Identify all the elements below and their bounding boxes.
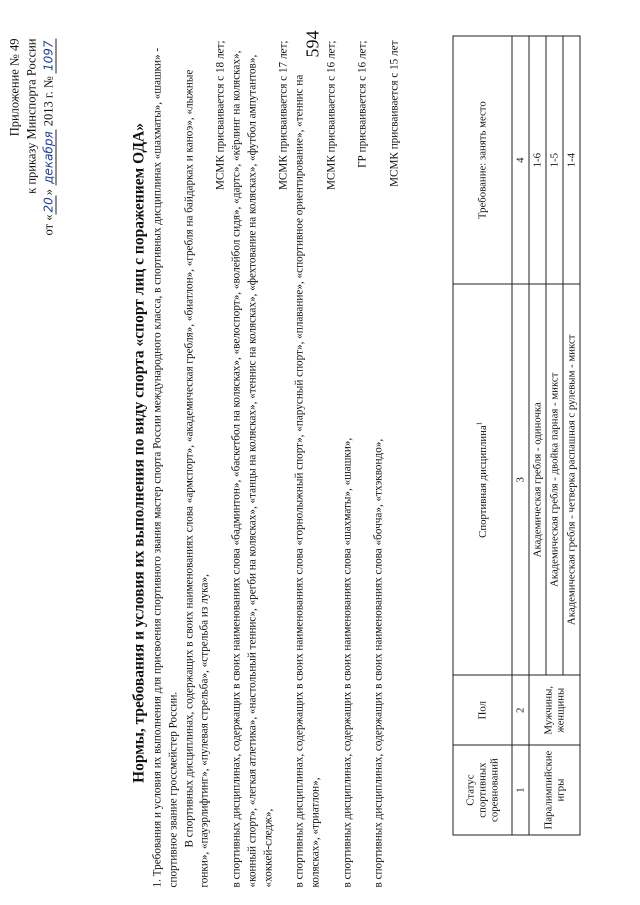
col-number: 1 xyxy=(512,745,529,835)
table-header-row xyxy=(453,36,512,835)
paragraph-5: в спортивных дисциплинах, содержащих в своих наименованиях слова «шахматы», «шашки», xyxy=(340,437,353,887)
header-place: Требование: занять место xyxy=(453,36,512,284)
header-gender: Пол xyxy=(453,675,512,745)
col-number: 3 xyxy=(512,284,529,675)
place-cell: 1-6 xyxy=(529,36,546,284)
discipline-cell: Академическая гребля - одиночка xyxy=(529,284,546,675)
appendix-order-ref: к приказу Минспорта России xyxy=(24,38,38,194)
gender-cell: Мужчины, женщины xyxy=(529,675,580,745)
handwritten-day: 20 xyxy=(41,196,55,213)
page-number: 594 xyxy=(302,30,322,57)
paragraph-2: В спортивных дисциплинах, содержащих в своих наименованиях слова «армспорт», «академическая гребля», «биатлон», «гребля на байдарках и каноэ», «лыжные гонки», «пауэрлифтинг», «пулевая стрельба», «стрельба из лука», xyxy=(182,69,211,887)
discipline-cell: Академическая гребля - двойка парная - микст xyxy=(546,284,563,675)
handwritten-month: декабря xyxy=(41,130,55,184)
paragraph-6-end: МСМК присваивается с 15 лет xyxy=(387,40,400,187)
status-cell: Паралимпийские игры xyxy=(529,745,580,835)
paragraph-3-end: МСМК присваивается с 17 лет; xyxy=(277,40,290,190)
paragraph-5-end: ГР присваивается с 16 лет; xyxy=(356,40,369,168)
place-cell: 1-4 xyxy=(563,36,580,284)
footnote-mark: 1 xyxy=(475,421,484,425)
appendix-date-line: от «20» декабря 2013 г. № 1097 xyxy=(41,40,55,235)
paragraph-3: в спортивных дисциплинах, содержащих в своих наименованиях слова «бадминтон», «баскетбол на колясках», «велоспорт», «волейбол сидя», «дартс», «кёрлинг на колясках», «конный спорт», «легкая атлетика», «настольный теннис», «регби на колясках», «танцы на колясках», «теннис на колясках», «фехтование на колясках», «футбол ампутантов», «хоккей-следж», xyxy=(229,50,274,887)
handwritten-order-number: 1097 xyxy=(41,40,55,71)
column-number-row xyxy=(512,36,529,835)
document-title: Нормы, требования и условия их выполнения по виду спорта «спорт лиц с поражением ОДА» xyxy=(130,122,147,783)
document-body xyxy=(150,40,403,887)
appendix-header xyxy=(6,38,57,235)
appendix-number: Приложение № 49 xyxy=(7,38,21,136)
paragraph-2-end: МСМК присваивается с 18 лет; xyxy=(214,40,227,190)
table-row xyxy=(529,36,546,835)
requirements-table xyxy=(452,35,580,835)
paragraph-6: в спортивных дисциплинах, содержащих в своих наименованиях слова «бочча», «тхэквондо», xyxy=(372,438,385,887)
header-status: Статус спортивных соревнований xyxy=(453,745,512,835)
discipline-cell: Академическая гребля - четверка распашная с рулевым - микст xyxy=(563,284,580,675)
header-discipline: Спортивная дисциплина$^1$ xyxy=(453,284,512,675)
paragraph-4-end: МСМК присваивается с 16 лет; xyxy=(324,40,337,190)
paragraph-1: 1. Требования и условия их выполнения для присвоения спортивного звания мастер спорта России международного класса, в спортивных дисциплинах «шахматы», «шашки» - спортивное звание гроссмейстер России. xyxy=(151,47,179,887)
col-number: 2 xyxy=(512,675,529,745)
col-number: 4 xyxy=(512,36,529,284)
place-cell: 1-5 xyxy=(546,36,563,284)
paragraph-4: в спортивных дисциплинах, содержащих в своих наименованиях слова «горнолыжный спорт», «парусный спорт», «плавание», «спортивное ориентирование», «теннис на колясках», «триатлон», xyxy=(293,74,321,887)
